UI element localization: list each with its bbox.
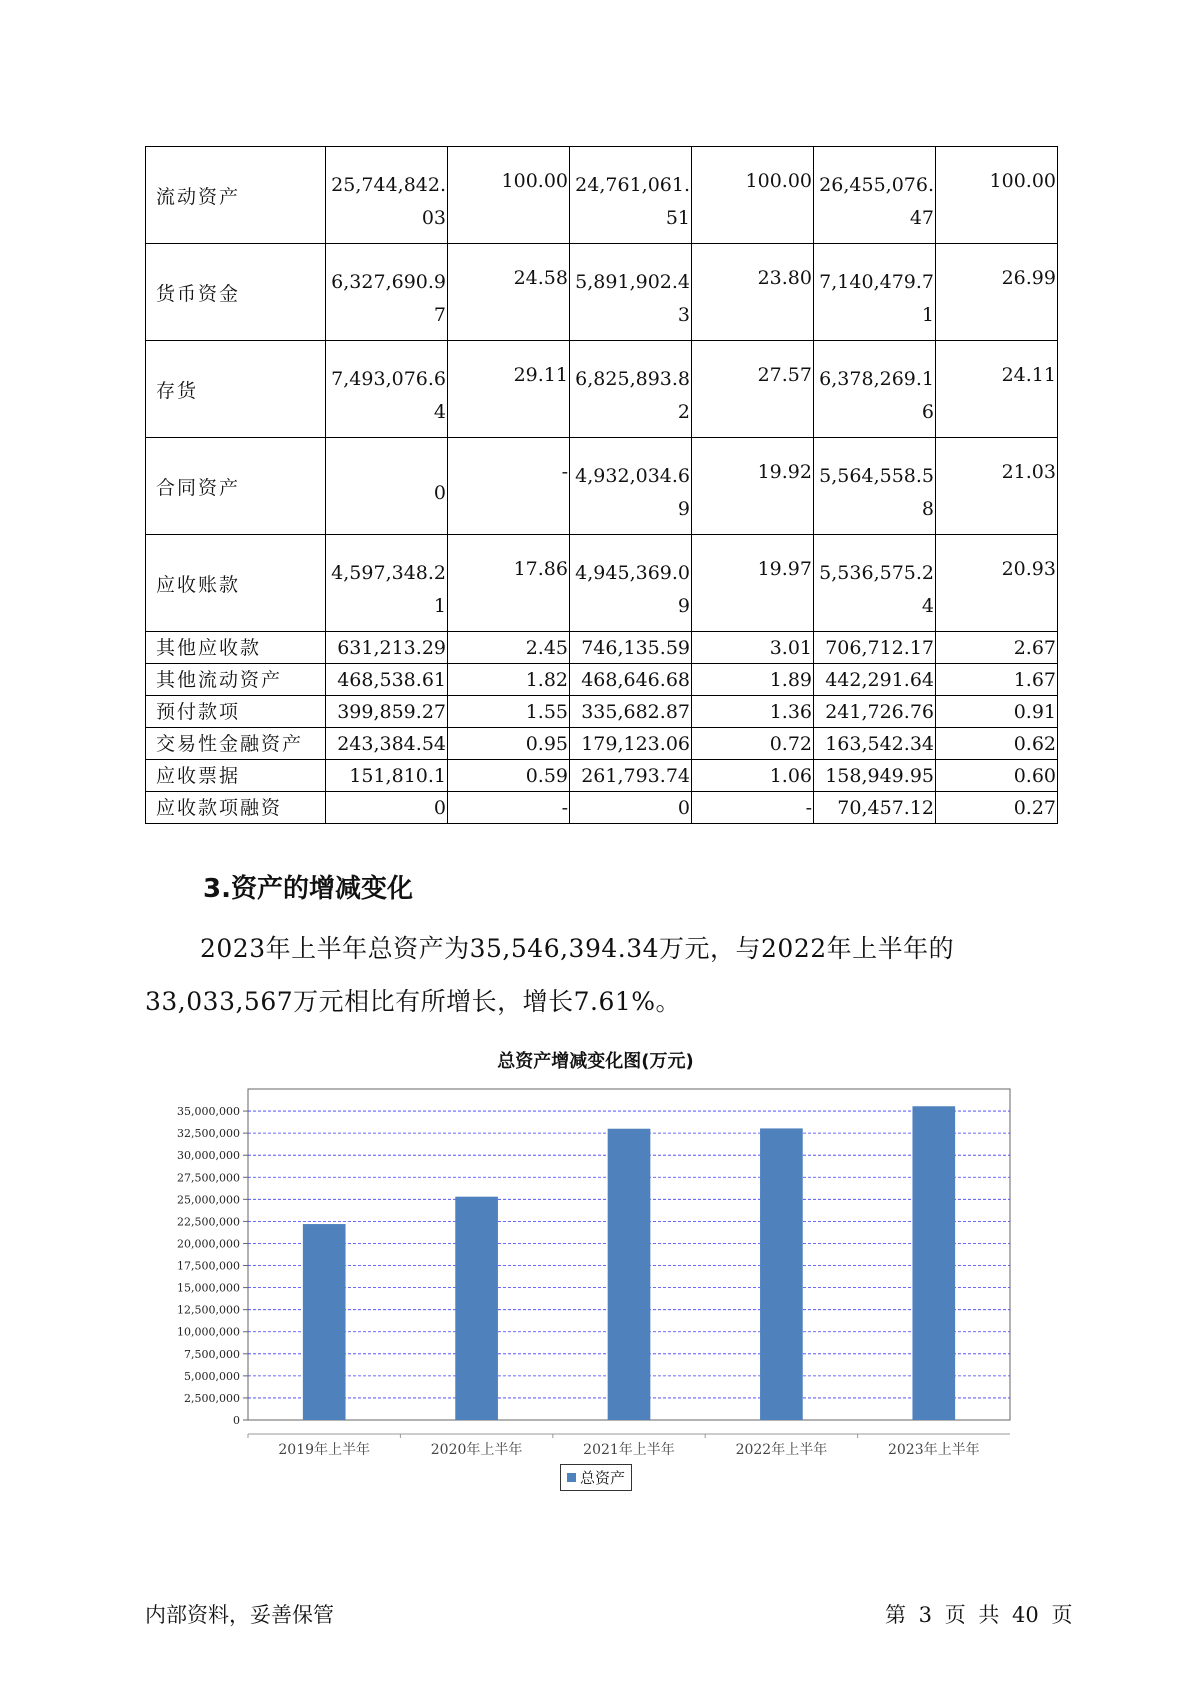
y-tick-label: 7,500,000 [184,1347,240,1361]
value-cell-text: 25,744,842.03 [331,174,446,229]
y-tick-label: 32,500,000 [177,1127,240,1141]
row-label-text: 存货 [156,379,199,402]
footer-confidential-note: 内部资料，妥善保管 [145,1603,334,1627]
row-label [146,535,326,632]
row-label [146,438,326,535]
value-cell [570,535,692,632]
value-cell [570,664,692,696]
percent-cell-text: 1.06 [769,764,812,787]
percent-cell-text: 29.11 [513,364,568,386]
percent-cell [936,728,1058,760]
percent-cell-text: 2.45 [525,636,568,659]
percent-cell-text: 19.97 [757,558,812,580]
value-cell [814,760,936,792]
y-tick-label: 0 [233,1414,240,1427]
percent-cell [448,438,570,535]
percent-cell [692,664,814,696]
value-cell-text: 261,793.74 [581,764,690,787]
chart-bar [455,1197,498,1420]
percent-cell-text: - [561,796,568,819]
table-row [146,535,1058,632]
value-cell [570,244,692,341]
value-cell-text: 5,536,575.24 [819,562,934,617]
table-row [146,341,1058,438]
value-cell-text: 0 [433,481,446,504]
percent-cell [692,244,814,341]
row-label-text: 其他流动资产 [156,668,283,691]
value-cell-text: 26,455,076.47 [819,174,934,229]
value-cell [326,632,448,664]
value-cell [814,535,936,632]
footer-page-number: 第 3 页 共 40 页 [885,1603,1073,1627]
percent-cell-text: 24.58 [513,267,568,289]
chart-bar [303,1224,346,1420]
y-tick-label: 17,500,000 [177,1259,240,1273]
summary-paragraph: 2023年上半年总资产为35,546,394.34万元，与2022年上半年的33,033,567万元相比有所增长，增长7.61%。 [145,934,955,1016]
value-cell [570,760,692,792]
value-cell [326,535,448,632]
value-cell-text: 163,542.34 [825,732,934,755]
value-cell-text: 24,761,061.51 [575,174,690,229]
table-row [146,147,1058,244]
percent-cell [448,244,570,341]
row-label-text: 其他应收款 [156,636,262,659]
percent-cell [448,728,570,760]
value-cell-text: 5,891,902.43 [575,271,690,326]
row-label [146,760,326,792]
percent-cell [936,147,1058,244]
y-tick-label: 35,000,000 [177,1105,240,1119]
value-cell [814,792,936,824]
plot-area [248,1089,1010,1420]
value-cell [814,632,936,664]
value-cell-text: 243,384.54 [337,732,446,755]
x-tick-label: 2019年上半年 [278,1442,371,1458]
value-cell [814,696,936,728]
percent-cell-text: 0.62 [1013,732,1056,755]
value-cell [570,792,692,824]
value-cell-text: 6,378,269.16 [819,368,934,423]
percent-cell-text: 0.59 [525,764,568,787]
table-row [146,244,1058,341]
chart-title: 总资产增减变化图(万元) [497,1051,694,1072]
x-tick-label: 2023年上半年 [887,1442,980,1458]
percent-cell-text: 20.93 [1001,558,1056,580]
y-tick-label: 10,000,000 [177,1325,240,1339]
row-label-text: 合同资产 [156,476,241,499]
percent-cell-text: - [805,796,812,819]
percent-cell [692,147,814,244]
value-cell-text: 399,859.27 [337,700,446,723]
value-cell [326,792,448,824]
value-cell [570,147,692,244]
percent-cell [936,792,1058,824]
value-cell-text: 158,949.95 [825,764,934,787]
percent-cell-text: 1.36 [769,700,812,723]
value-cell-text: 631,213.29 [337,636,446,659]
legend-label: 总资产 [580,1469,626,1487]
x-tick-label: 2020年上半年 [430,1442,523,1458]
row-label [146,341,326,438]
percent-cell [936,696,1058,728]
value-cell-text: 746,135.59 [581,636,690,659]
row-label [146,147,326,244]
value-cell-text: 151,810.1 [349,764,446,787]
percent-cell [448,147,570,244]
chart-bar [760,1128,803,1420]
table-row [146,760,1058,792]
percent-cell-text: 100.00 [501,170,568,192]
value-cell-text: 7,140,479.71 [819,271,934,326]
percent-cell [448,664,570,696]
row-label-text: 货币资金 [156,282,241,305]
row-label [146,632,326,664]
row-label-text: 应收票据 [156,764,241,787]
percent-cell-text: 1.67 [1013,668,1056,691]
row-label-text: 预付款项 [156,700,241,723]
value-cell [326,244,448,341]
value-cell-text: 4,945,369.09 [575,562,690,617]
percent-cell-text: 0.91 [1013,700,1056,723]
percent-cell-text: 24.11 [1001,364,1056,386]
value-cell-text: 4,597,348.21 [331,562,446,617]
percent-cell [692,696,814,728]
percent-cell-text: 0.60 [1013,764,1056,787]
value-cell-text: 70,457.12 [837,796,934,819]
table-row [146,696,1058,728]
percent-cell [936,244,1058,341]
percent-cell [936,632,1058,664]
percent-cell-text: 0.72 [769,732,812,755]
percent-cell [692,728,814,760]
value-cell-text: 179,123.06 [581,732,690,755]
value-cell-text: 241,726.76 [825,700,934,723]
row-label [146,664,326,696]
table-row [146,792,1058,824]
percent-cell [448,792,570,824]
value-cell [814,341,936,438]
percent-cell [448,632,570,664]
value-cell-text: 0 [677,796,690,819]
legend-swatch [567,1473,576,1482]
current-assets-table [145,146,1058,824]
value-cell [326,728,448,760]
value-cell [570,341,692,438]
value-cell-text: 468,538.61 [337,668,446,691]
value-cell [570,438,692,535]
value-cell [326,341,448,438]
y-tick-label: 2,500,000 [184,1391,240,1405]
percent-cell-text: 0.27 [1013,796,1056,819]
percent-cell-text: 27.57 [757,364,812,386]
percent-cell [448,760,570,792]
row-label-text: 应收账款 [156,573,241,596]
value-cell [326,696,448,728]
percent-cell-text: 26.99 [1001,267,1056,289]
percent-cell [936,438,1058,535]
value-cell [326,438,448,535]
percent-cell [936,664,1058,696]
table-row [146,728,1058,760]
percent-cell-text: 21.03 [1001,461,1056,483]
percent-cell [936,535,1058,632]
value-cell-text: 335,682.87 [581,700,690,723]
chart-legend [560,1464,632,1491]
percent-cell-text: 100.00 [989,170,1056,192]
percent-cell-text: 0.95 [525,732,568,755]
percent-cell [692,760,814,792]
y-tick-label: 30,000,000 [177,1149,240,1163]
value-cell [570,632,692,664]
table-row [146,632,1058,664]
value-cell-text: 468,646.68 [581,668,690,691]
chart-bar [912,1106,955,1420]
value-cell [570,696,692,728]
y-tick-label: 5,000,000 [184,1369,240,1383]
percent-cell [692,632,814,664]
percent-cell-text: - [561,461,568,483]
percent-cell-text: 100.00 [745,170,812,192]
percent-cell-text: 2.67 [1013,636,1056,659]
value-cell [570,728,692,760]
value-cell-text: 706,712.17 [825,636,934,659]
row-label [146,696,326,728]
percent-cell [936,341,1058,438]
value-cell-text: 0 [433,796,446,819]
value-cell [814,728,936,760]
percent-cell-text: 19.92 [757,461,812,483]
y-tick-label: 25,000,000 [177,1193,240,1207]
percent-cell [692,438,814,535]
y-tick-label: 12,500,000 [177,1303,240,1317]
table-row [146,664,1058,696]
row-label-text: 交易性金融资产 [156,732,304,755]
y-tick-label: 15,000,000 [177,1281,240,1295]
y-tick-label: 27,500,000 [177,1171,240,1185]
table-row [146,438,1058,535]
row-label-text: 流动资产 [156,185,241,208]
x-tick-label: 2021年上半年 [583,1442,675,1458]
percent-cell-text: 23.80 [757,267,812,289]
value-cell [326,664,448,696]
row-label [146,792,326,824]
row-label [146,728,326,760]
percent-cell-text: 3.01 [769,636,812,659]
value-cell [814,438,936,535]
value-cell-text: 4,932,034.69 [575,465,690,520]
percent-cell-text: 1.82 [525,668,568,691]
value-cell-text: 7,493,076.64 [331,368,446,423]
percent-cell-text: 1.89 [769,668,812,691]
value-cell [326,760,448,792]
percent-cell [936,760,1058,792]
value-cell-text: 6,825,893.82 [575,368,690,423]
value-cell [814,664,936,696]
percent-cell-text: 17.86 [513,558,568,580]
percent-cell [692,341,814,438]
value-cell-text: 5,564,558.58 [819,465,934,520]
value-cell-text: 442,291.64 [825,668,934,691]
section-heading: 3.资产的增减变化 [203,874,413,904]
percent-cell [448,535,570,632]
percent-cell [448,696,570,728]
value-cell [814,147,936,244]
x-tick-label: 2022年上半年 [735,1442,828,1458]
percent-cell [692,535,814,632]
row-label [146,244,326,341]
row-label-text: 应收款项融资 [156,796,283,819]
value-cell [326,147,448,244]
y-tick-label: 20,000,000 [177,1237,240,1251]
y-tick-label: 22,500,000 [177,1215,240,1229]
percent-cell-text: 1.55 [525,700,568,723]
value-cell [814,244,936,341]
percent-cell [692,792,814,824]
percent-cell [448,341,570,438]
chart-bar [608,1129,651,1420]
value-cell-text: 6,327,690.97 [331,271,446,326]
